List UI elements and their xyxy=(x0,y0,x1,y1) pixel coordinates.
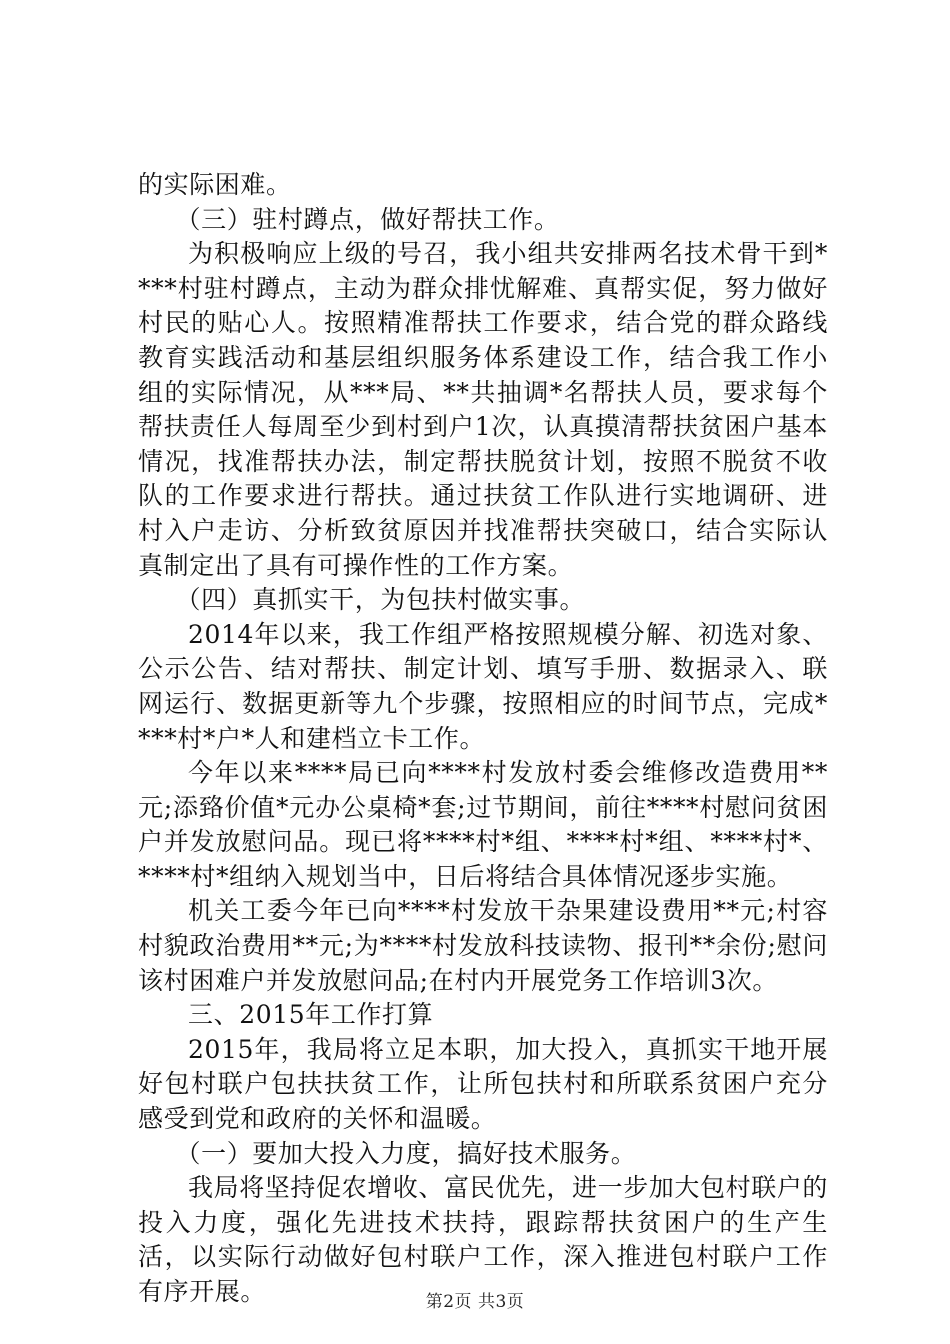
section-heading-4: （四）真抓实干，为包扶村做实事。 xyxy=(175,585,586,615)
paragraph-2015-intro: 2015年，我局将立足本职，加大投入，真抓实干地开展好包村联户包扶扶贫工作，让所包扶村和所联系贫困户充分感受到党和政府的关怀和温暖。 xyxy=(138,1034,828,1134)
paragraph-continuation: 的实际困难。 xyxy=(138,170,292,199)
paragraph-party-committee: 机关工委今年已向****村发放干杂果建设费用**元;村容村貌政治费用**元;为****村发放科技读物、报刊**余份;慰问该村困难户并发放慰问品;在村内开展党务工作培训3次。 xyxy=(138,896,828,995)
section-heading-3: （三）驻村蹲点，做好帮扶工作。 xyxy=(175,204,560,234)
document-body xyxy=(138,168,828,1310)
page-number-footer: 第2页 共3页 xyxy=(425,1292,525,1312)
paragraph-investment: 我局将坚持促农增收、富民优先，进一步加大包村联户的投入力度，强化先进技术扶持，跟踪帮扶贫困户的生产生活，以实际行动做好包村联户工作，深入推进包村联户工作有序开展。 xyxy=(138,1173,829,1306)
paragraph-village-stationing: 为积极响应上级的号召，我小组共安排两名技术骨干到****村驻村蹲点，主动为群众排忧解难、真帮实促，努力做好村民的贴心人。按照精准帮扶工作要求，结合党的群众路线教育实践活动和基层组织服务体系建设工作，结合我工作小组的实际情况，从***局、**共抽调*名帮扶人员，要求每个帮扶责任人每周至少到村到户1次，认真摸清帮扶贫困户基本情况，找准帮扶办法，制定帮扶脱贫计划，按照不脱贫不收队的工作要求进行帮扶。通过扶贫工作队进行实地调研、进村入户走访、分析致贫原因并找准帮扶突破口，结合实际认真制定出了具有可操作性的工作方案。 xyxy=(138,239,828,580)
section-heading-2015-plan: 三、2015年工作打算 xyxy=(188,1000,434,1030)
paragraph-2014-work: 2014年以来，我工作组严格按照规模分解、初选对象、公示公告、结对帮扶、制定计划、填写手册、数据录入、联网运行、数据更新等九个步骤，按照相应的时间节点，完成****村*户*人和建档立卡工作。 xyxy=(138,619,828,753)
paragraph-this-year-funding: 今年以来****局已向****村发放村委会维修改造费用**元;添臵价值*元办公桌椅*套;过节期间，前往****村慰问贫困户并发放慰问品。现已将****村*组、****村*组、****村*、****村*组纳入规划当中，日后将结合具体情况逐步实施。 xyxy=(138,758,828,891)
section-heading-1: （一）要加大投入力度，搞好技术服务。 xyxy=(175,1138,637,1168)
